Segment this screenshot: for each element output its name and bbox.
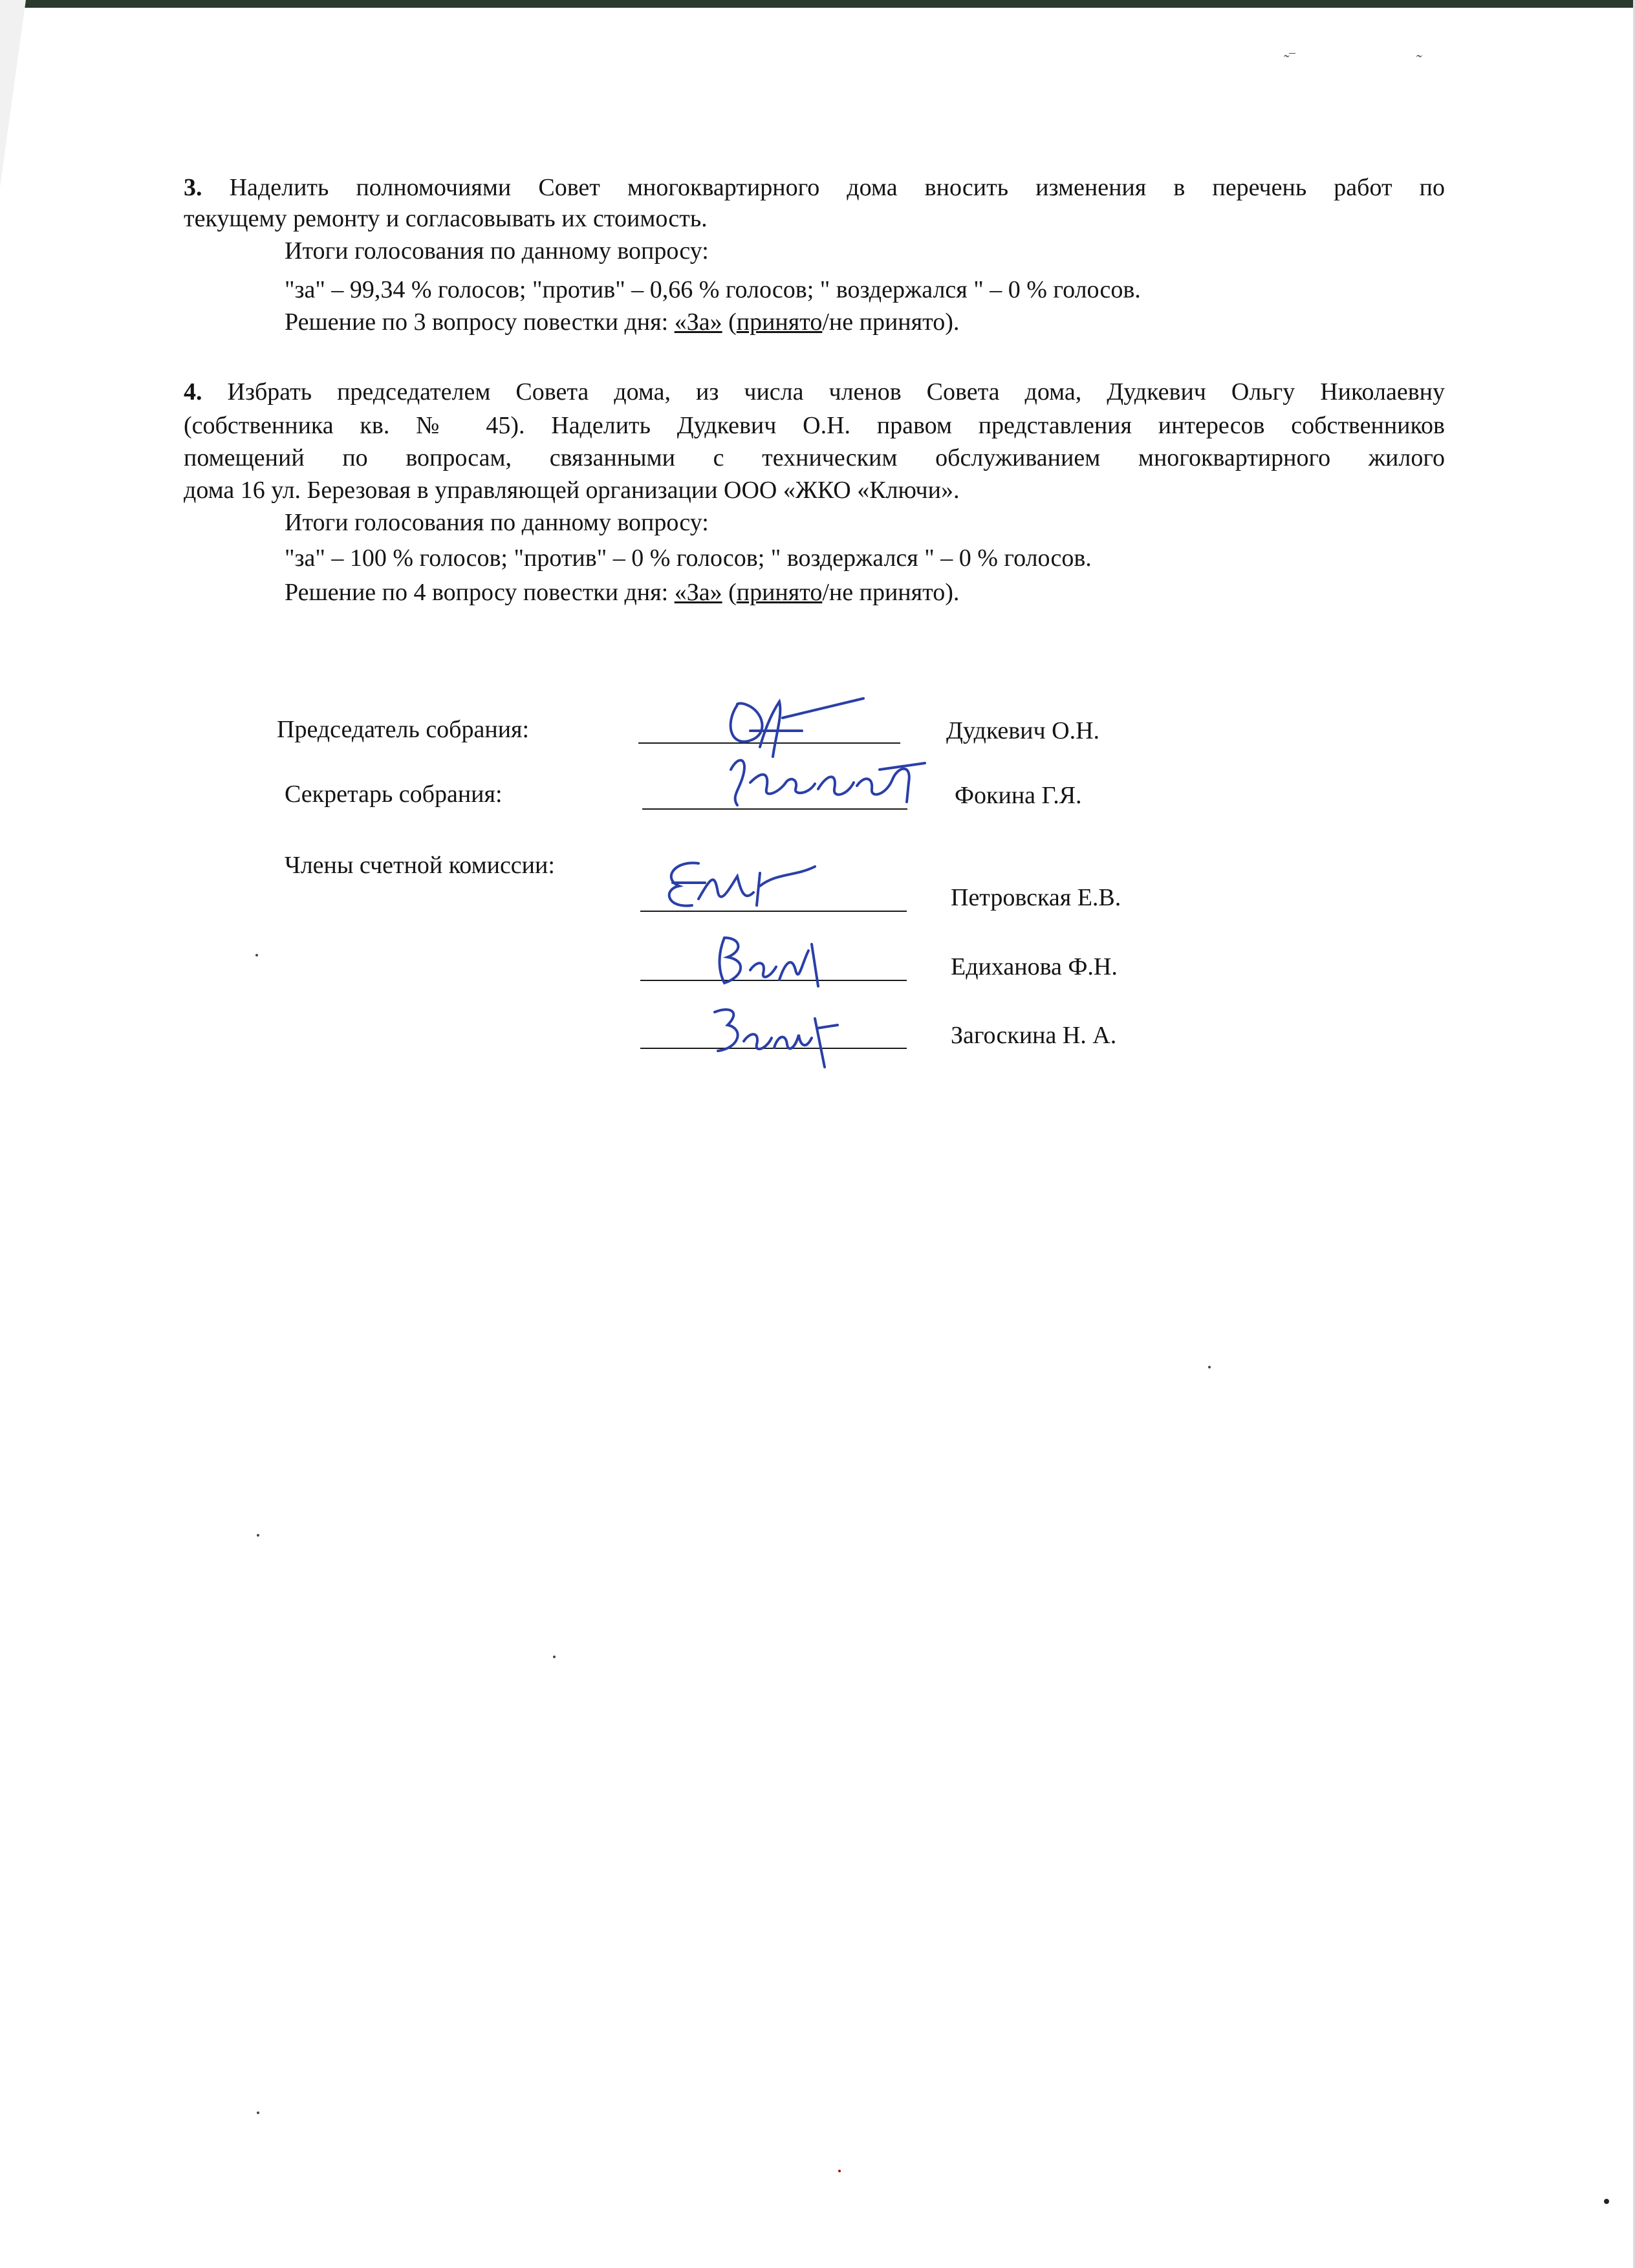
secretary-label: Секретарь собрания: xyxy=(285,781,503,808)
decision-vote: «За» xyxy=(674,308,722,336)
item3-text: Наделить полномочиями Совет многоквартирного дома вносить изменения в перечень работ по xyxy=(229,174,1445,201)
item4-results-heading: Итоги голосования по данному вопросу: xyxy=(285,509,709,536)
member3-name: Загоскина Н. А. xyxy=(951,1022,1117,1049)
scan-mark: ˜‾ xyxy=(1284,52,1295,70)
item4-text: Избрать председателем Совета дома, из числа членов Совета дома, Дудкевич Ольгу Николаевну xyxy=(227,378,1445,405)
decision-rest: /не принято). xyxy=(822,308,960,336)
member1-signature xyxy=(653,847,834,918)
scan-speck xyxy=(255,954,258,956)
item4-decision xyxy=(285,578,959,607)
item3-votes: "за" – 99,34 % голосов; "против" – 0,66 % голосов; " воздержался " – 0 % голосов. xyxy=(285,276,1141,303)
scan-speck xyxy=(553,1656,556,1658)
decision-accepted: принято xyxy=(736,579,823,606)
decision-prefix: Решение по 3 вопросу повестки дня: xyxy=(285,308,675,336)
decision-paren: ( xyxy=(722,579,737,606)
item3-decision xyxy=(285,307,959,337)
scan-speck xyxy=(257,2111,259,2114)
decision-vote: «За» xyxy=(674,579,722,606)
decision-paren: ( xyxy=(722,308,737,336)
member2-name: Едиханова Ф.Н. xyxy=(951,953,1118,980)
member3-signature xyxy=(702,996,844,1074)
scan-speck xyxy=(257,1534,259,1537)
chairman-name: Дудкевич О.Н. xyxy=(946,717,1100,744)
scan-speck xyxy=(1208,1366,1211,1368)
decision-rest: /не принято). xyxy=(822,579,960,606)
item3-results-heading: Итоги голосования по данному вопросу: xyxy=(285,237,709,265)
item3-text-line2: текущему ремонту и согласовывать их стоимость. xyxy=(184,205,708,232)
folded-corner xyxy=(0,0,26,188)
secretary-signature xyxy=(718,744,938,815)
item4-number: 4. xyxy=(184,378,202,405)
item3-text-line1 xyxy=(184,173,1445,202)
member2-signature xyxy=(705,925,834,996)
chairman-label: Председатель собрания: xyxy=(277,716,530,743)
decision-accepted: принято xyxy=(736,308,823,336)
scan-mark: ˜ xyxy=(1416,52,1422,70)
scan-speck xyxy=(1604,2199,1609,2204)
secretary-name: Фокина Г.Я. xyxy=(955,782,1082,809)
commission-label: Члены счетной комиссии: xyxy=(285,852,555,879)
item3-number: 3. xyxy=(184,174,202,201)
item4-text-line3: помещений по вопросам, связанными с техническим обслуживанием многоквартирного жилого xyxy=(184,444,1445,471)
item4-text-line4: дома 16 ул. Березовая в управляющей организации ООО «ЖКО «Ключи». xyxy=(184,477,960,504)
scan-speck xyxy=(838,2170,841,2172)
item4-votes: "за" – 100 % голосов; "против" – 0 % голосов; " воздержался " – 0 % голосов. xyxy=(285,545,1092,572)
item4-text-line2: (собственника кв. № 45). Наделить Дудкевич О.Н. правом представления интересов собственников xyxy=(184,412,1445,439)
item4-text-line1 xyxy=(184,377,1445,407)
decision-prefix: Решение по 4 вопросу повестки дня: xyxy=(285,579,675,606)
scan-top-edge xyxy=(0,0,1635,8)
member1-name: Петровская Е.В. xyxy=(951,884,1121,911)
